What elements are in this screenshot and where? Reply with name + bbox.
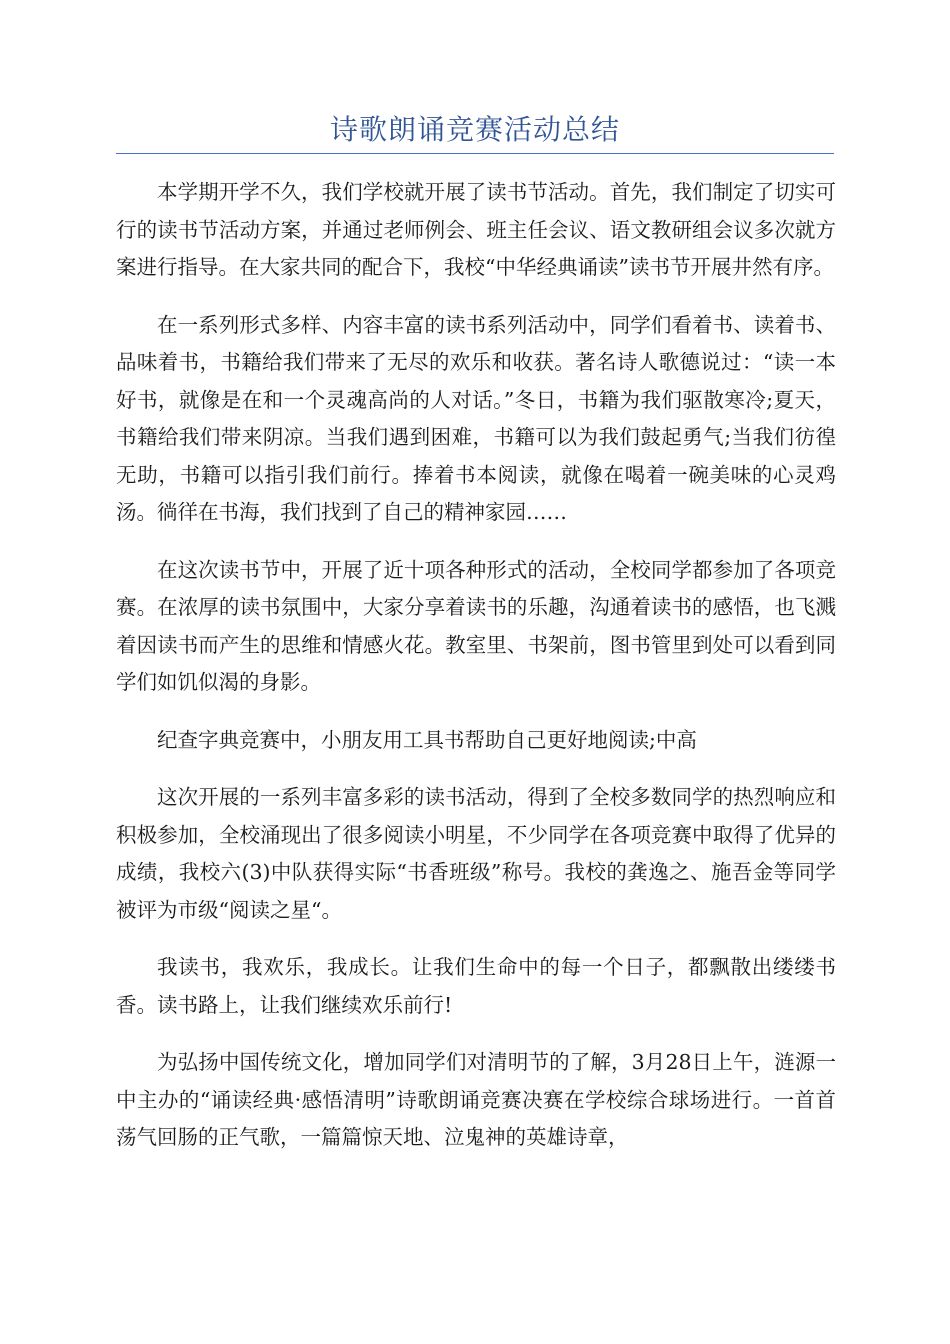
title-underline bbox=[116, 153, 834, 154]
document-body bbox=[116, 174, 836, 1177]
paragraph-7: 为弘扬中国传统文化，增加同学们对清明节的了解，3月28日上午，涟源一中主办的“诵读经典·感悟清明”诗歌朗诵竞赛决赛在学校综合球场进行。一首首荡气回肠的正气歌，一篇篇惊天地、泣鬼神的英雄诗章， bbox=[116, 1050, 836, 1149]
paragraph-1: 本学期开学不久，我们学校就开展了读书节活动。首先，我们制定了切实可行的读书节活动方案，并通过老师例会、班主任会议、语文教研组会议多次就方案进行指导。在大家共同的配合下，我校“中华经典诵读”读书节开展井然有序。 bbox=[116, 180, 836, 279]
paragraph-6: 我读书，我欢乐，我成长。让我们生命中的每一个日子，都飘散出缕缕书香。读书路上，让我们继续欢乐前行! bbox=[116, 955, 836, 1017]
paragraph-4: 纪查字典竞赛中，小朋友用工具书帮助自己更好地阅读;中高 bbox=[157, 727, 697, 752]
paragraph-2: 在一系列形式多样、内容丰富的读书系列活动中，同学们看着书、读着书、品味着书，书籍给我们带来了无尽的欢乐和收获。著名诗人歌德说过：“读一本好书，就像是在和一个灵魂高尚的人对话。”冬日，书籍为我们驱散寒冷;夏天，书籍给我们带来阴凉。当我们遇到困难，书籍可以为我们鼓起勇气;当我们彷徨无助，书籍可以指引我们前行。捧着书本阅读，就像在喝着一碗美味的心灵鸡汤。徜徉在书海，我们找到了自己的精神家园…… bbox=[116, 312, 836, 524]
paragraph-3: 在这次读书节中，开展了近十项各种形式的活动，全校同学都参加了各项竞赛。在浓厚的读书氛围中，大家分享着读书的乐趣，沟通着读书的感悟，也飞溅着因读书而产生的思维和情感火花。教室里、书架前，图书管里到处可以看到同学们如饥似渴的身影。 bbox=[116, 557, 836, 694]
paragraph-5: 这次开展的一系列丰富多彩的读书活动，得到了全校多数同学的热烈响应和积极参加，全校涌现出了很多阅读小明星，不少同学在各项竞赛中取得了优异的成绩，我校六(3)中队获得实际“书香班级”称号。我校的龚逸之、施吾金等同学被评为市级“阅读之星“。 bbox=[116, 785, 836, 922]
page-title: 诗歌朗诵竞赛活动总结 bbox=[329, 113, 620, 146]
